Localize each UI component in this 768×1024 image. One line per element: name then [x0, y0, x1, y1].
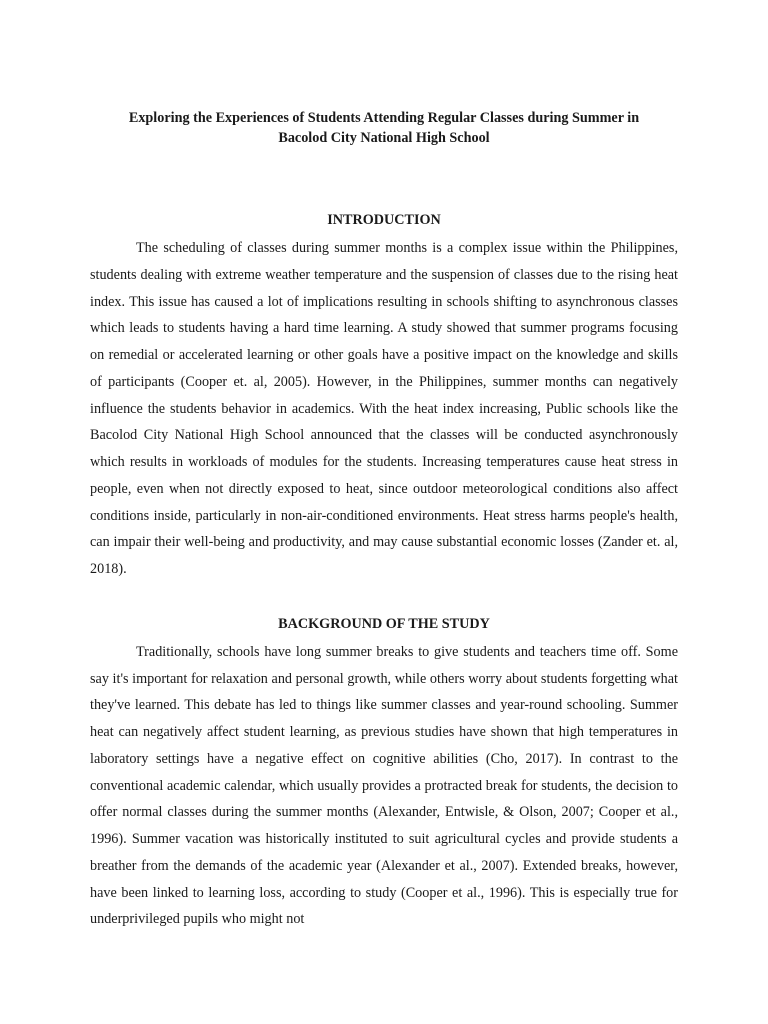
background-paragraph: Traditionally, schools have long summer breaks to give students and teachers time off. Some say it's important for relaxation and personal growth, while others worry about students forgetting what they've learned. This debate has led to things like summer classes and year-round schooling. Summer heat can negatively affect student learning, as previous studies have shown that high temperatures in laboratory settings have a negative effect on cognitive abilities (Cho, 2017). In contrast to the conventional academic calendar, which usually provides a protracted break for students, the decision to offer normal classes during the summer months (Alexander, Entwisle, & Olson, 2007; Cooper et al., 1996). Summer vacation was historically instituted to suit agricultural cycles and provide students a breather from the demands of the academic year (Alexander et al., 2007). Extended breaks, however, have been linked to learning loss, according to study (Cooper et al., 1996). This is especially true for underprivileged pupils who might not: [90, 643, 678, 928]
introduction-paragraph: The scheduling of classes during summer months is a complex issue within the Philippines, students dealing with extreme weather temperature and the suspension of classes due to the rising heat index. This issue has caused a lot of implications resulting in schools shifting to asynchronous classes which leads to students having a hard time learning. A study showed that summer programs focusing on remedial or accelerated learning or other goals have a positive impact on the knowledge and skills of participants (Cooper et. al, 2005). However, in the Philippines, summer months can negatively influence the students behavior in academics. With the heat index increasing, Public schools like the Bacolod City National High School announced that the classes will be conducted asynchronously which results in workloads of modules for the students. Increasing temperatures cause heat stress in people, even when not directly exposed to heat, since outdoor meteorological conditions also affect conditions inside, particularly in non-air-conditioned environments. Heat stress harms people's health, can impair their well-being and productivity, and may cause substantial economic losses (Zander et. al, 2018).: [90, 240, 678, 577]
document-page: [90, 108, 678, 933]
title-line-1: Exploring the Experiences of Students Attending Regular Classes during Summer in: [128, 110, 640, 126]
introduction-heading: INTRODUCTION: [327, 212, 441, 228]
document-title: [90, 108, 678, 148]
background-heading: BACKGROUND OF THE STUDY: [278, 615, 490, 632]
title-line-2: Bacolod City National High School: [278, 130, 490, 146]
